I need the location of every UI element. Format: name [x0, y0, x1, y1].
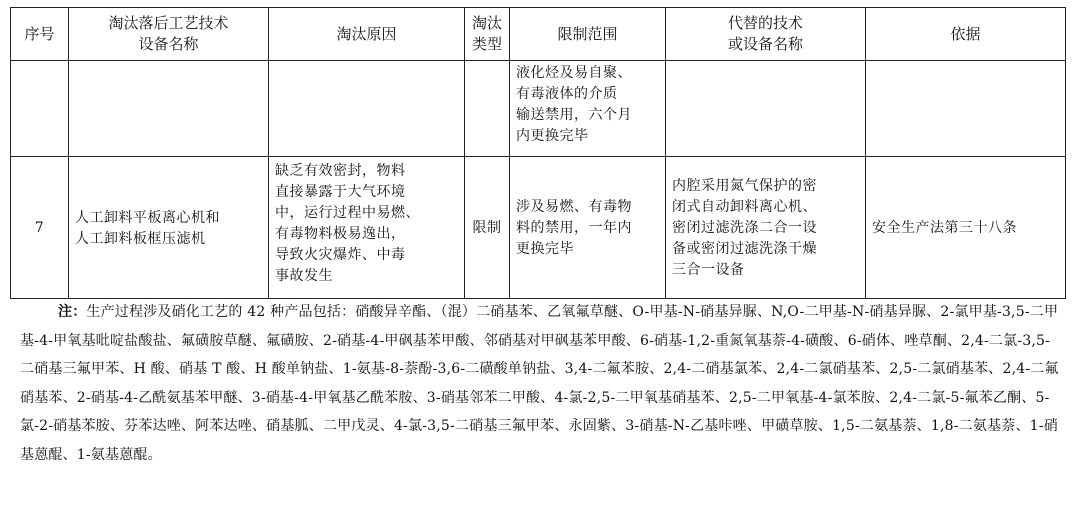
cell-basis: 安全生产法第三十八条: [866, 157, 1066, 299]
phase-out-table: [10, 7, 1066, 299]
cell-name: 人工卸料平板离心机和 人工卸料板框压滤机: [69, 157, 269, 299]
cell-scope: 液化烃及易自聚、 有毒液体的介质 输送禁用，六个月 内更换完毕: [510, 61, 666, 157]
header-no: 序号: [24, 24, 55, 43]
header-type: 淘汰 类型: [471, 14, 502, 53]
cell-name: [69, 61, 269, 157]
cell-reason: 缺乏有效密封，物料 直接暴露于大气环境 中，运行过程中易燃、 有毒物料极易逸出， 导致火灾爆炸、中毒 事故发生: [269, 157, 465, 299]
footnote-text: 生产过程涉及硝化工艺的 42 种产品包括：硝酸异辛酯、（混）二硝基苯、乙氧氟草醚、O-甲基-N-硝基异脲、N,O-二甲基-N-硝基异脲、2-氯甲基-3,5-二甲基-4-甲氧基吡啶盐酸盐、氟磺胺草醚、氟磺胺、2-硝基-4-甲砜基苯甲酸、邻硝基对甲砜基苯甲酸、6-硝基-1,2-重氮氧基萘-4-磺酸、6-硝体、唑草酮、2,4-二氯-3,5-二硝基三氟甲苯、H 酸、硝基 T 酸、H 酸单钠盐、1-氨基-8-萘酚-3,6-二磺酸单钠盐、3,4-二氟苯胺、2,4-二硝基氯苯、2,4-二氯硝基苯、2,5-二氯硝基苯、2,4-二氟硝基苯、2-硝基-4-乙酰氨基苯甲醚、3-硝基-4-甲氧基乙酰苯胺、3-硝基邻苯二甲酸、4-氯-2,5-二甲氧基硝基苯、2,5-二甲氧基-4-氯苯胺、2,4-二氯-5-氟苯乙酮、5-氯-2-硝基苯胺、芬苯达唑、阿苯达唑、硝基胍、二甲戊灵、4-氯-3,5-二硝基三氟甲苯、永固紫、3-硝基-N-乙基咔唑、甲磺草胺、1,5-二氨基萘、1,8-二氨基萘、1-硝基蒽醌、1-氨基蒽醌。: [20, 304, 1059, 463]
footnote-paragraph: [20, 298, 1060, 469]
table-row: [11, 157, 1066, 299]
cell-basis: [866, 61, 1066, 157]
header-cell: [465, 8, 510, 61]
cell-type: 限制: [465, 157, 510, 299]
header-cell: [269, 8, 465, 61]
footnote-label: 注：: [58, 304, 87, 320]
header-cell: [666, 8, 866, 61]
table-row: [11, 61, 1066, 157]
cell-replacement: 内腔采用氮气保护的密 闭式自动卸料离心机、 密闭过滤洗涤二合一设 备或密闭过滤洗涤干燥 三合一设备: [666, 157, 866, 299]
header-reason: 淘汰原因: [336, 24, 397, 43]
header-name: 淘汰落后工艺技术 设备名称: [108, 14, 229, 53]
cell-reason: [269, 61, 465, 157]
cell-type: [465, 61, 510, 157]
cell-no: 7: [11, 157, 69, 299]
header-cell: [510, 8, 666, 61]
header-cell: [866, 8, 1066, 61]
header-scope: 限制范围: [557, 24, 618, 43]
cell-scope: 涉及易燃、有毒物 料的禁用，一年内 更换完毕: [510, 157, 666, 299]
header-cell: [11, 8, 69, 61]
cell-replacement: [666, 61, 866, 157]
header-cell: [69, 8, 269, 61]
table-header-row: [11, 8, 1066, 61]
header-replacement: 代替的技术 或设备名称: [727, 14, 803, 53]
cell-no: [11, 61, 69, 157]
header-basis: 依据: [950, 24, 981, 43]
